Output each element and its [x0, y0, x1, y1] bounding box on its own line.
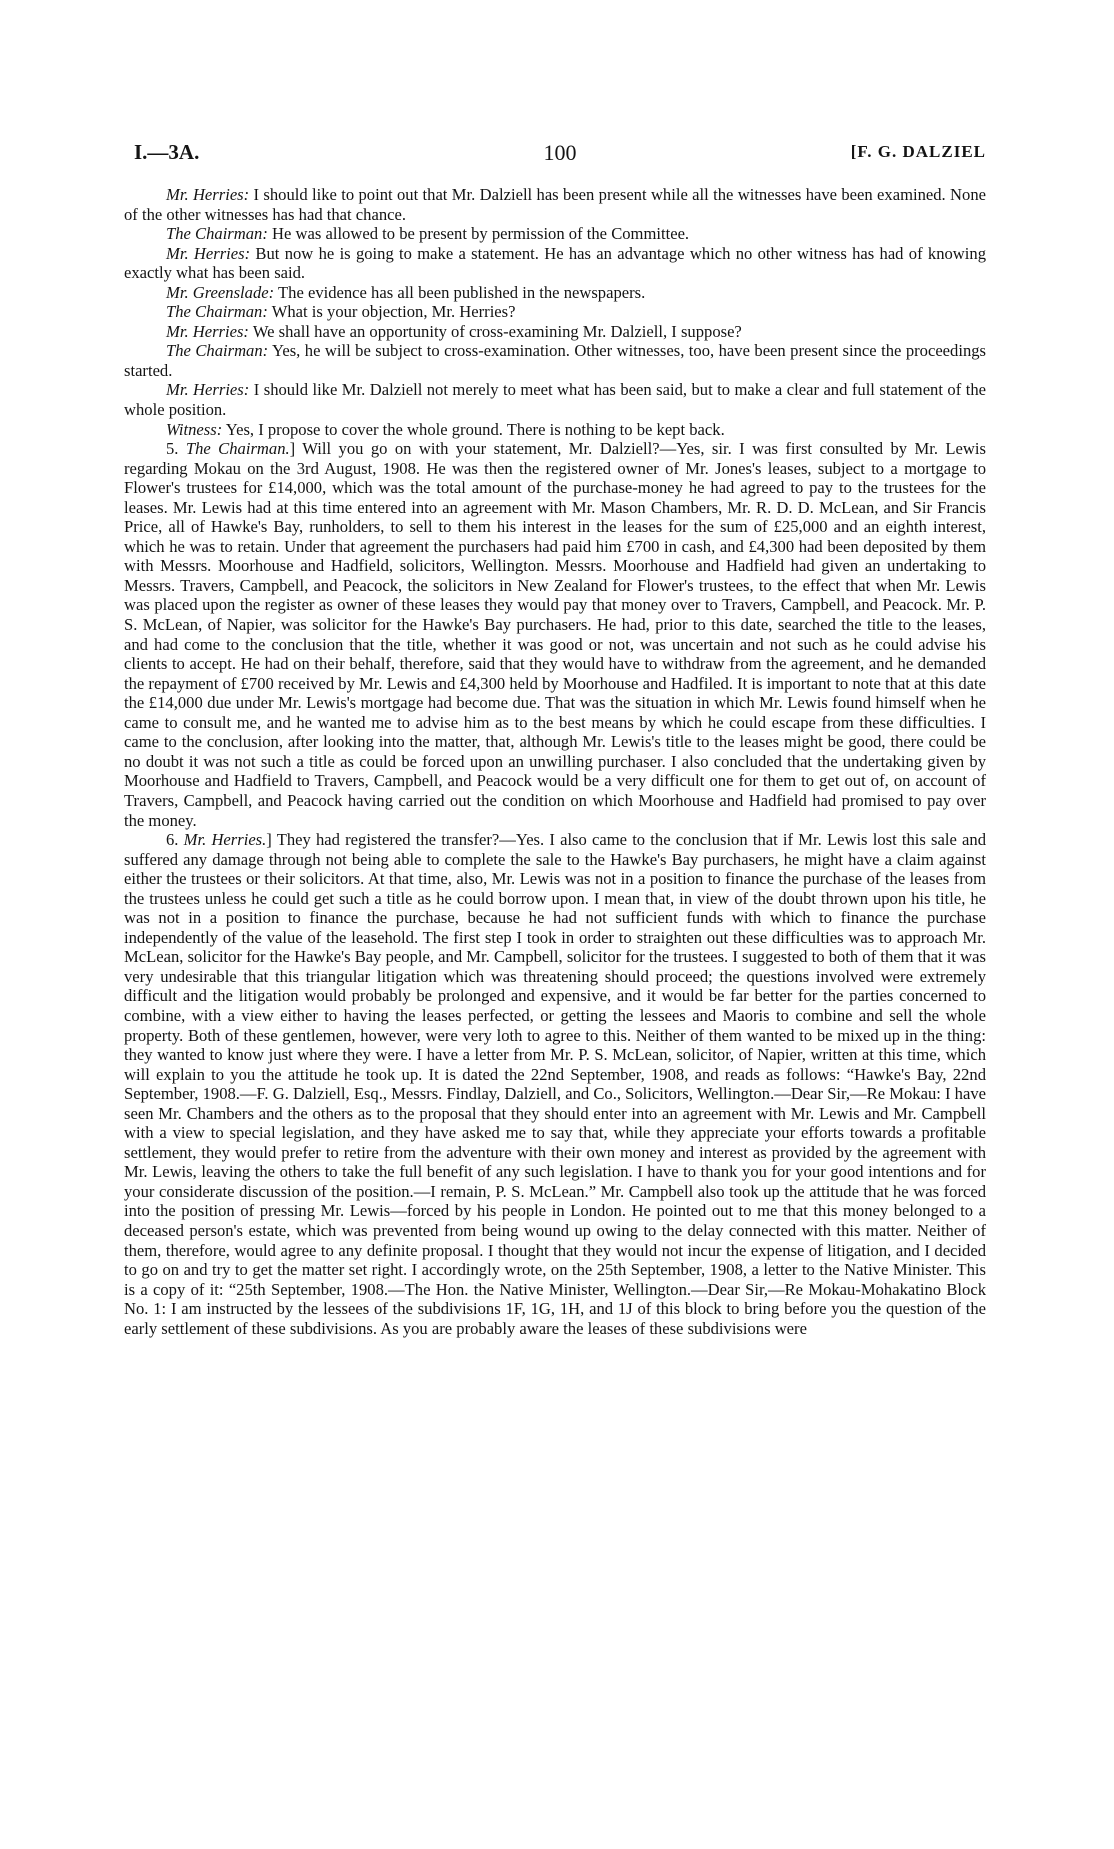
paragraph-text: The evidence has all been published in the newspapers.: [274, 282, 646, 302]
paragraph: [124, 302, 986, 322]
speaker: Mr. Herries:: [166, 380, 250, 400]
paragraph: [124, 341, 986, 380]
report-reference: I.—3A.: [134, 140, 200, 164]
paragraph-text: What is your objection, Mr. Herries?: [267, 302, 516, 322]
paragraph: [124, 224, 986, 244]
paragraph: [124, 185, 986, 224]
paragraph: [124, 420, 986, 440]
speaker: Mr. Herries:: [166, 185, 250, 204]
speaker: The Chairman:: [166, 224, 268, 244]
speaker: Mr. Herries:: [166, 243, 251, 263]
page-number: 100: [543, 140, 577, 165]
speaker: The Chairman:: [166, 302, 268, 322]
paragraph: [124, 380, 986, 419]
speaker: The Chairman.: [185, 439, 290, 459]
question-number: 6.: [166, 830, 179, 850]
witness-name-header: [F. G. DALZIEL: [850, 142, 986, 161]
body-text: [124, 185, 986, 1338]
speaker: Mr. Herries.: [183, 830, 267, 850]
speaker: The Chairman:: [166, 341, 269, 361]
paragraph: [124, 322, 986, 342]
paragraph: [124, 244, 986, 283]
paragraph-text: But now he is going to make a statement. He has an advantage which no other witness has had of knowing exactly what has been said.: [124, 243, 986, 283]
question-number: 5.: [166, 439, 179, 459]
paragraph-text: ] Will you go on with your statement, Mr. Dalziell?—Yes, sir. I was first consulted by Mr. Lewis regarding Mokau on the 3rd August, 1908. He was then the registered owner of Mr. Jones's leases, subject to a mortgage to Flower's trustees for £14,000, which was the total amount of the purchase-money he had agreed to pay to the trustees for the leases. Mr. Lewis had at this time entered into an agreement with Mr. Mason Chambers, Mr. R. D. D. McLean, and Sir Francis Price, all of Hawke's Bay, runholders, to sell to them his interest in the leases for the sum of £25,000 and an eighth interest, which he was to retain. Under that agreement the purchasers had paid him £700 in cash, and £4,300 had been deposited by them with Messrs. Moorhouse and Hadfield, solicitors, Wellington. Messrs. Moorhouse and Hadfield had given an undertaking to Messrs. Travers, Campbell, and Peacock, the solicitors in New Zealand for Flower's trustees, to the effect that when Mr. Lewis was placed upon the register as owner of these leases they would pay that money over to Travers, Campbell, and Peacock. Mr. P. S. McLean, of Napier, was solicitor for the Hawke's Bay purchasers. He had, prior to this date, searched the title to the leases, and had come to the conclusion that the title, whether it was good or not, was uncertain and not such as he could advise his clients to accept. He had on their behalf, therefore, said that they would have to withdraw from the agreement, and he demanded the repayment of £700 received by Mr. Lewis and £4,300 held by Moorhouse and Hadfiled. It is important to note that at this date the £14,000 due under Mr. Lewis's mortgage had become due. That was the situation in which Mr. Lewis found himself when he came to consult me, and he wanted me to advise him as to the best means by which he could escape from these difficulties. I came to the conclusion, after looking into the matter, that, although Mr. Lewis's title to the leases might be good, there could be no doubt it was not such a title as could be forced upon an unwilling purchaser. I also concluded that the undertaking given by Moorhouse and Hadfield to Travers, Campbell, and Peacock would be a very difficult one for them to get out of, on account of Travers, Campbell, and Peacock having carried out the condition on which Moorhouse and Hadfield had promised to pay over the money.: [124, 439, 986, 830]
paragraph-text: I should like Mr. Dalziell not merely to meet what has been said, but to make a clear and full statement of the whole position.: [124, 380, 986, 420]
page-header: [134, 140, 986, 170]
paragraph-text: We shall have an opportunity of cross-examining Mr. Dalziell, I suppose?: [248, 321, 742, 341]
paragraph: [124, 283, 986, 303]
paragraph: [124, 830, 986, 1338]
paragraph-text: I should like to point out that Mr. Dalziell has been present while all the witnesses have been examined. None of the other witnesses has had that chance.: [124, 185, 986, 224]
paragraph-text: ] They had registered the transfer?—Yes. I also came to the conclusion that if Mr. Lewis lost this sale and suffered any damage through not being able to complete the sale to the Hawke's Bay purchasers, he might have a claim against either the trustees or their solicitors. At that time, also, Mr. Lewis was not in a position to finance the purchase of the leases from the trustees unless he could get such a title as he could borrow upon. I mean that, in view of the doubt thrown upon his title, he was not in a position to finance the purchase, because he had not sufficient funds with which to finance the purchase independently of the value of the leasehold. The first step I took in order to straighten out these difficulties was to approach Mr. McLean, solicitor for the Hawke's Bay people, and Mr. Campbell, solicitor for the trustees. I suggested to both of them that it was very undesirable that this triangular litigation which was threatening should proceed; the questions involved were extremely difficult and the litigation would probably be prolonged and expensive, and it would be far better for the parties concerned to combine, with a view either to having the leases perfected, or getting the lessees and Maoris to combine and sell the whole property. Both of these gentlemen, however, were very loth to agree to this. Neither of them wanted to be mixed up in the thing: they wanted to know just where they were. I have a letter from Mr. P. S. McLean, solicitor, of Napier, written at this time, which will explain to you the attitude he took up. It is dated the 22nd September, 1908, and reads as follows: “Hawke's Bay, 22nd September, 1908.—F. G. Dalziell, Esq., Messrs. Findlay, Dalziell, and Co., Solicitors, Wellington.—Dear Sir,—Re Mokau: I have seen Mr. Chambers and the others as to the proposal that they should enter into an agreement with Mr. Lewis and Mr. Campbell with a view to special legislation, and they have asked me to say that, while they appreciate your efforts towards a profitable settlement, they would prefer to retire from the adventure with their own money and interest as provided by the agreement with Mr. Lewis, leaving the others to take the full benefit of any such legislation. I have to thank you for your good intentions and for your considerate discussion of the position.—I remain, P. S. McLean.” Mr. Campbell also took up the attitude that he was forced into the position of pressing Mr. Lewis—forced by his people in London. He pointed out to me that this money belonged to a deceased person's estate, which was prevented from being wound up owing to the delay connected with this matter. Neither of them, therefore, would agree to any definite proposal. I thought that they would not incur the expense of litigation, and I decided to go on and try to get the matter set right. I accordingly wrote, on the 25th September, 1908, a letter to the Native Minister. This is a copy of it: “25th September, 1908.—The Hon. the Native Minister, Wellington.—Dear Sir,—Re Mokau-Mohakatino Block No. 1: I am instructed by the lessees of the subdivisions 1F, 1G, 1H, and 1J of this block to bring before you the question of the early settlement of these subdivisions. As you are probably aware the leases of these subdivisions were: [124, 830, 986, 1338]
paragraph: [124, 439, 986, 830]
speaker: Mr. Greenslade:: [166, 282, 275, 302]
paragraph-text: He was allowed to be present by permission of the Committee.: [267, 224, 690, 244]
paragraph-text: Yes, I propose to cover the whole ground. There is nothing to be kept back.: [222, 419, 725, 439]
speaker: Witness:: [166, 419, 223, 439]
paragraph-text: Yes, he will be subject to cross-examination. Other witnesses, too, have been present since the proceedings started.: [124, 341, 987, 380]
speaker: Mr. Herries:: [166, 321, 249, 341]
